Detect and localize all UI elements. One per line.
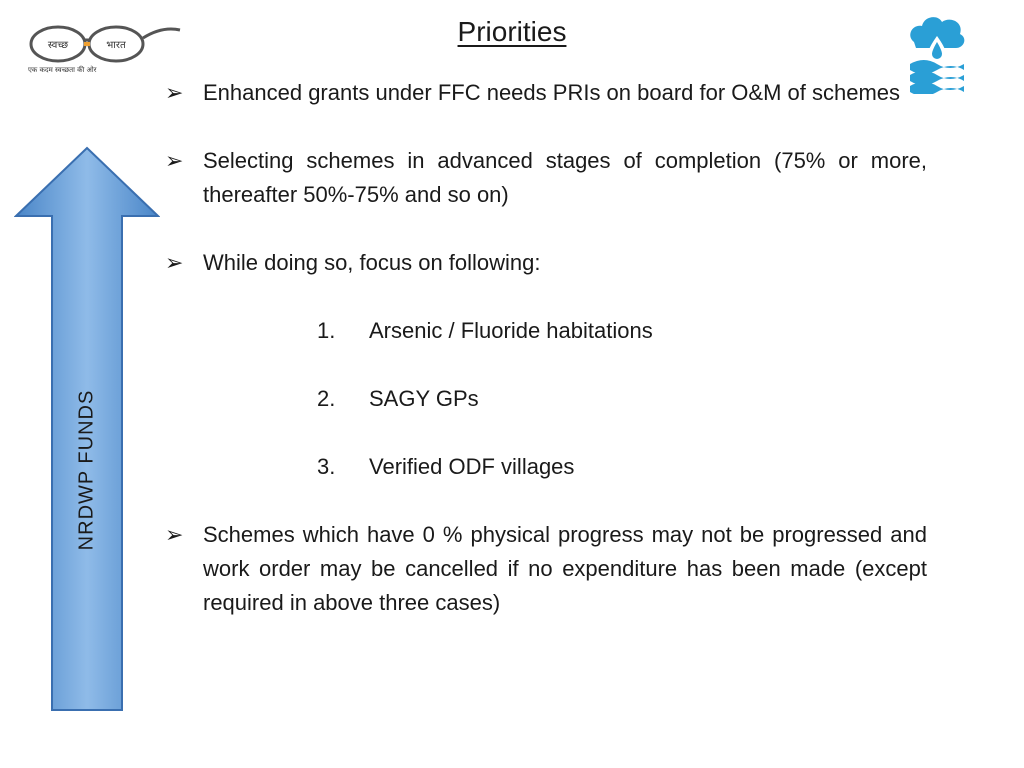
list-number: 1. (317, 318, 336, 343)
list-item (317, 382, 927, 416)
bullet-item (165, 246, 927, 280)
arrow-bullet-icon: ➢ (165, 80, 184, 105)
list-number: 3. (317, 454, 336, 479)
list-text: Arsenic / Fluoride habitations (369, 318, 653, 343)
svg-text:एक कदम स्वच्छता की ओर: एक कदम स्वच्छता की ओर (28, 66, 97, 74)
list-item (317, 450, 927, 484)
arrow-bullet-icon: ➢ (165, 148, 184, 173)
focus-list (165, 314, 927, 484)
bullet-item (165, 144, 927, 212)
page-title: Priorities (457, 16, 567, 47)
list-text: SAGY GPs (369, 386, 479, 411)
svg-text:स्वच्छ: स्वच्छ (47, 40, 69, 51)
bullet-item (165, 76, 927, 110)
list-item (317, 314, 927, 348)
arrow-bullet-icon: ➢ (165, 250, 184, 275)
bullet-text: Enhanced grants under FFC needs PRIs on board for O&M of schemes (203, 80, 901, 105)
svg-text:भारत: भारत (106, 40, 126, 51)
bullet-item (165, 518, 927, 620)
list-text: Verified ODF villages (369, 454, 575, 479)
content-area (165, 76, 927, 620)
bullet-text: Selecting schemes in advanced stages of completion (75% or more, thereafter 50%-75% and so on) (203, 148, 927, 207)
arrow-bullet-icon: ➢ (165, 522, 184, 547)
bullet-text: Schemes which have 0 % physical progress may not be progressed and work order may be cancelled if no expenditure has been made (except required in above three cases) (203, 522, 927, 615)
bullet-text: While doing so, focus on following: (203, 250, 541, 275)
list-number: 2. (317, 386, 336, 411)
arrow-label: NRDWP FUNDS (75, 389, 98, 551)
